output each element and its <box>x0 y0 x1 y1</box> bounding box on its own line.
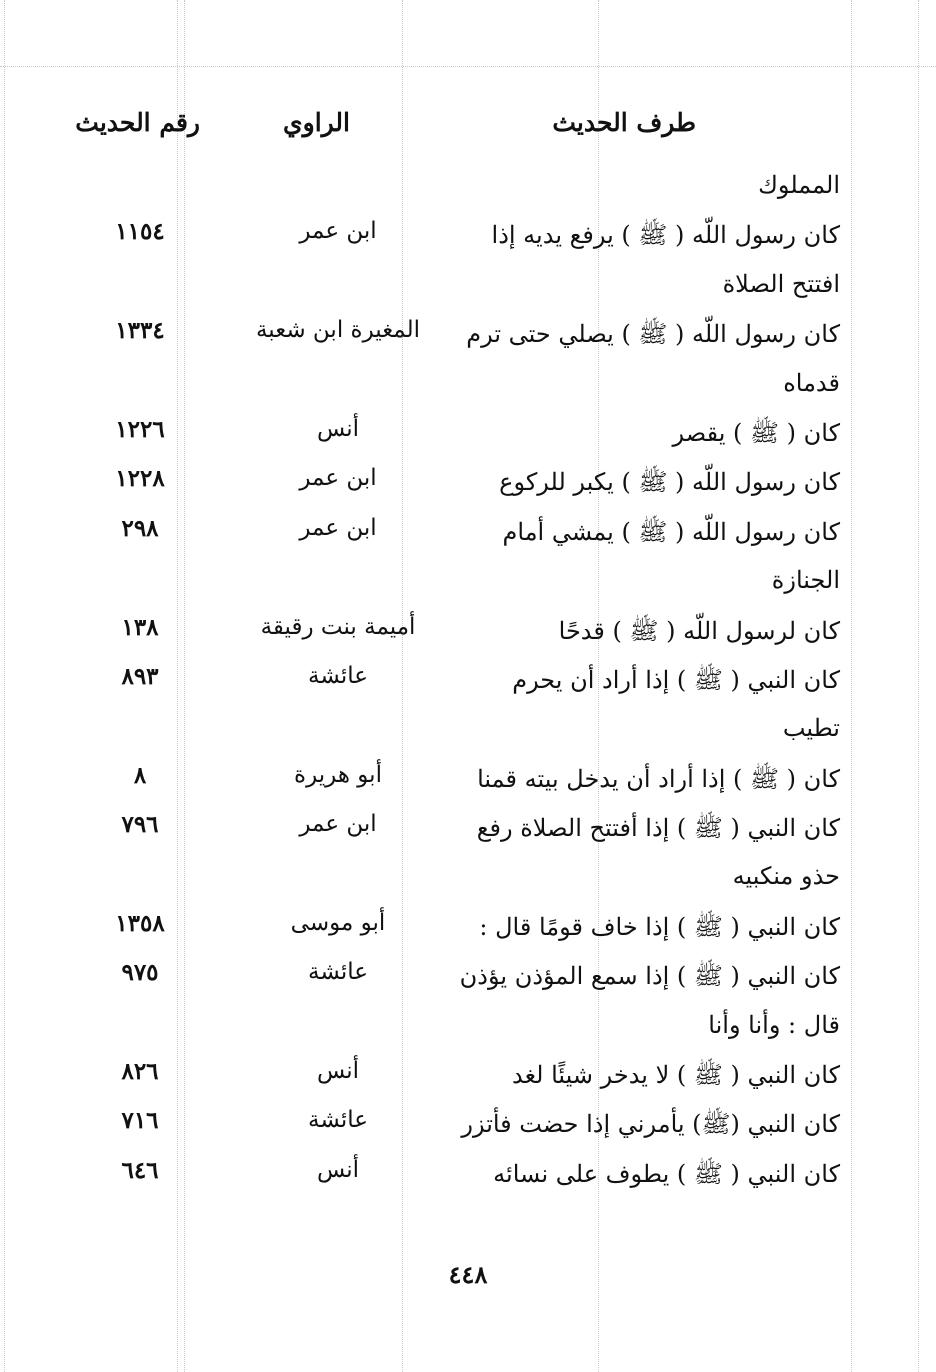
table-row <box>60 1103 840 1152</box>
hadith-text: كان ( ﷺ ) إذا أراد أن يدخل بيته قمنا <box>477 764 840 793</box>
hadith-number: ٢٩٨ <box>121 514 159 542</box>
table-row <box>60 610 840 659</box>
hadith-text: قال : وأنا وأنا <box>708 1010 840 1039</box>
narrator: أبو موسى <box>290 909 386 936</box>
hadith-list <box>60 165 840 1202</box>
table-row <box>60 461 840 510</box>
hadith-text: كان النبي ( ﷺ ) لا يدخر شيئًا لغد <box>511 1061 840 1090</box>
table-row <box>60 906 840 955</box>
hadith-number: ٨ <box>133 761 147 789</box>
hadith-number: ٨٩٣ <box>121 662 159 690</box>
hadith-text: كان رسول اللّه ( ﷺ ) يرفع يديه إذا <box>491 221 840 250</box>
narrator: المغيرة ابن شعبة <box>255 317 421 344</box>
table-row <box>60 313 840 362</box>
guide-line <box>851 0 852 1372</box>
hadith-text: المملوك <box>758 171 840 199</box>
table-row <box>60 165 840 214</box>
table-row <box>60 758 840 807</box>
table-row <box>60 708 840 757</box>
hadith-number: ٧١٦ <box>121 1107 159 1135</box>
column-header-text: طرف الحديث <box>552 108 696 137</box>
table-row <box>60 264 840 313</box>
guide-line <box>0 66 936 67</box>
narrator: أميمة بنت رقيقة <box>260 613 416 640</box>
hadith-number: ٧٩٦ <box>121 811 159 839</box>
hadith-text: قدماه <box>783 368 840 397</box>
column-header-number: رقم الحديث <box>75 108 200 137</box>
hadith-text: كان النبي ( ﷺ ) إذا أراد أن يحرم <box>512 665 840 694</box>
hadith-number: ١٢٢٨ <box>115 465 165 493</box>
table-row <box>60 1005 840 1054</box>
hadith-number: ١٣٥٨ <box>115 909 165 937</box>
hadith-text: كان النبي ( ﷺ ) إذا خاف قومًا قال : <box>479 912 840 941</box>
table-row <box>60 1153 840 1202</box>
hadith-number: ١١٥٤ <box>115 218 165 246</box>
hadith-text: كان رسول اللّه ( ﷺ ) يكبر للركوع <box>499 468 840 497</box>
narrator: أنس <box>316 415 360 442</box>
narrator: ابن عمر <box>299 514 377 541</box>
narrator: أنس <box>316 1058 360 1085</box>
guide-line <box>918 0 919 1372</box>
guide-line <box>4 0 5 1372</box>
narrator: عائشة <box>308 959 368 986</box>
narrator: عائشة <box>308 1107 368 1134</box>
narrator: عائشة <box>308 662 368 689</box>
table-row <box>60 1054 840 1103</box>
hadith-text: كان النبي ( ﷺ ) يطوف على نسائه <box>493 1159 840 1188</box>
hadith-text: كان النبي (ﷺ) يأمرني إذا حضت فأتزر <box>461 1110 840 1139</box>
hadith-text: الجنازة <box>771 566 840 595</box>
hadith-text: كان النبي ( ﷺ ) إذا أفتتح الصلاة رفع <box>476 814 840 843</box>
table-row <box>60 659 840 708</box>
table-row <box>60 214 840 263</box>
hadith-text: كان رسول اللّه ( ﷺ ) يمشي أمام <box>502 517 840 546</box>
hadith-number: ٨٢٦ <box>121 1058 159 1086</box>
table-row <box>60 955 840 1004</box>
hadith-text: كان لرسول اللّه ( ﷺ ) قدحًا <box>558 616 840 645</box>
table-row <box>60 412 840 461</box>
narrator: ابن عمر <box>299 465 377 492</box>
narrator: أبو هريرة <box>294 761 382 788</box>
hadith-number: ٩٧٥ <box>121 959 159 987</box>
narrator: أنس <box>316 1156 360 1183</box>
hadith-text: كان ( ﷺ ) يقصر <box>672 418 840 447</box>
narrator: ابن عمر <box>299 811 377 838</box>
narrator: ابن عمر <box>299 218 377 245</box>
table-row <box>60 560 840 609</box>
hadith-text: افتتح الصلاة <box>722 269 840 298</box>
table-row <box>60 363 840 412</box>
hadith-number: ١٢٢٦ <box>115 415 165 443</box>
table-row <box>60 807 840 856</box>
hadith-text: كان رسول اللّه ( ﷺ ) يصلي حتى ترم <box>466 320 840 349</box>
table-row <box>60 511 840 560</box>
table-row <box>60 856 840 905</box>
hadith-text: كان النبي ( ﷺ ) إذا سمع المؤذن يؤذن <box>459 962 840 991</box>
hadith-number: ١٣٨ <box>121 613 159 641</box>
page-number: ٤٤٨ <box>448 1260 488 1289</box>
hadith-text: تطيب <box>782 714 840 743</box>
hadith-text: حذو منكبيه <box>732 862 840 891</box>
hadith-number: ١٣٣٤ <box>115 317 165 345</box>
column-header-narrator: الراوي <box>283 108 350 137</box>
hadith-number: ٦٤٦ <box>121 1156 159 1184</box>
